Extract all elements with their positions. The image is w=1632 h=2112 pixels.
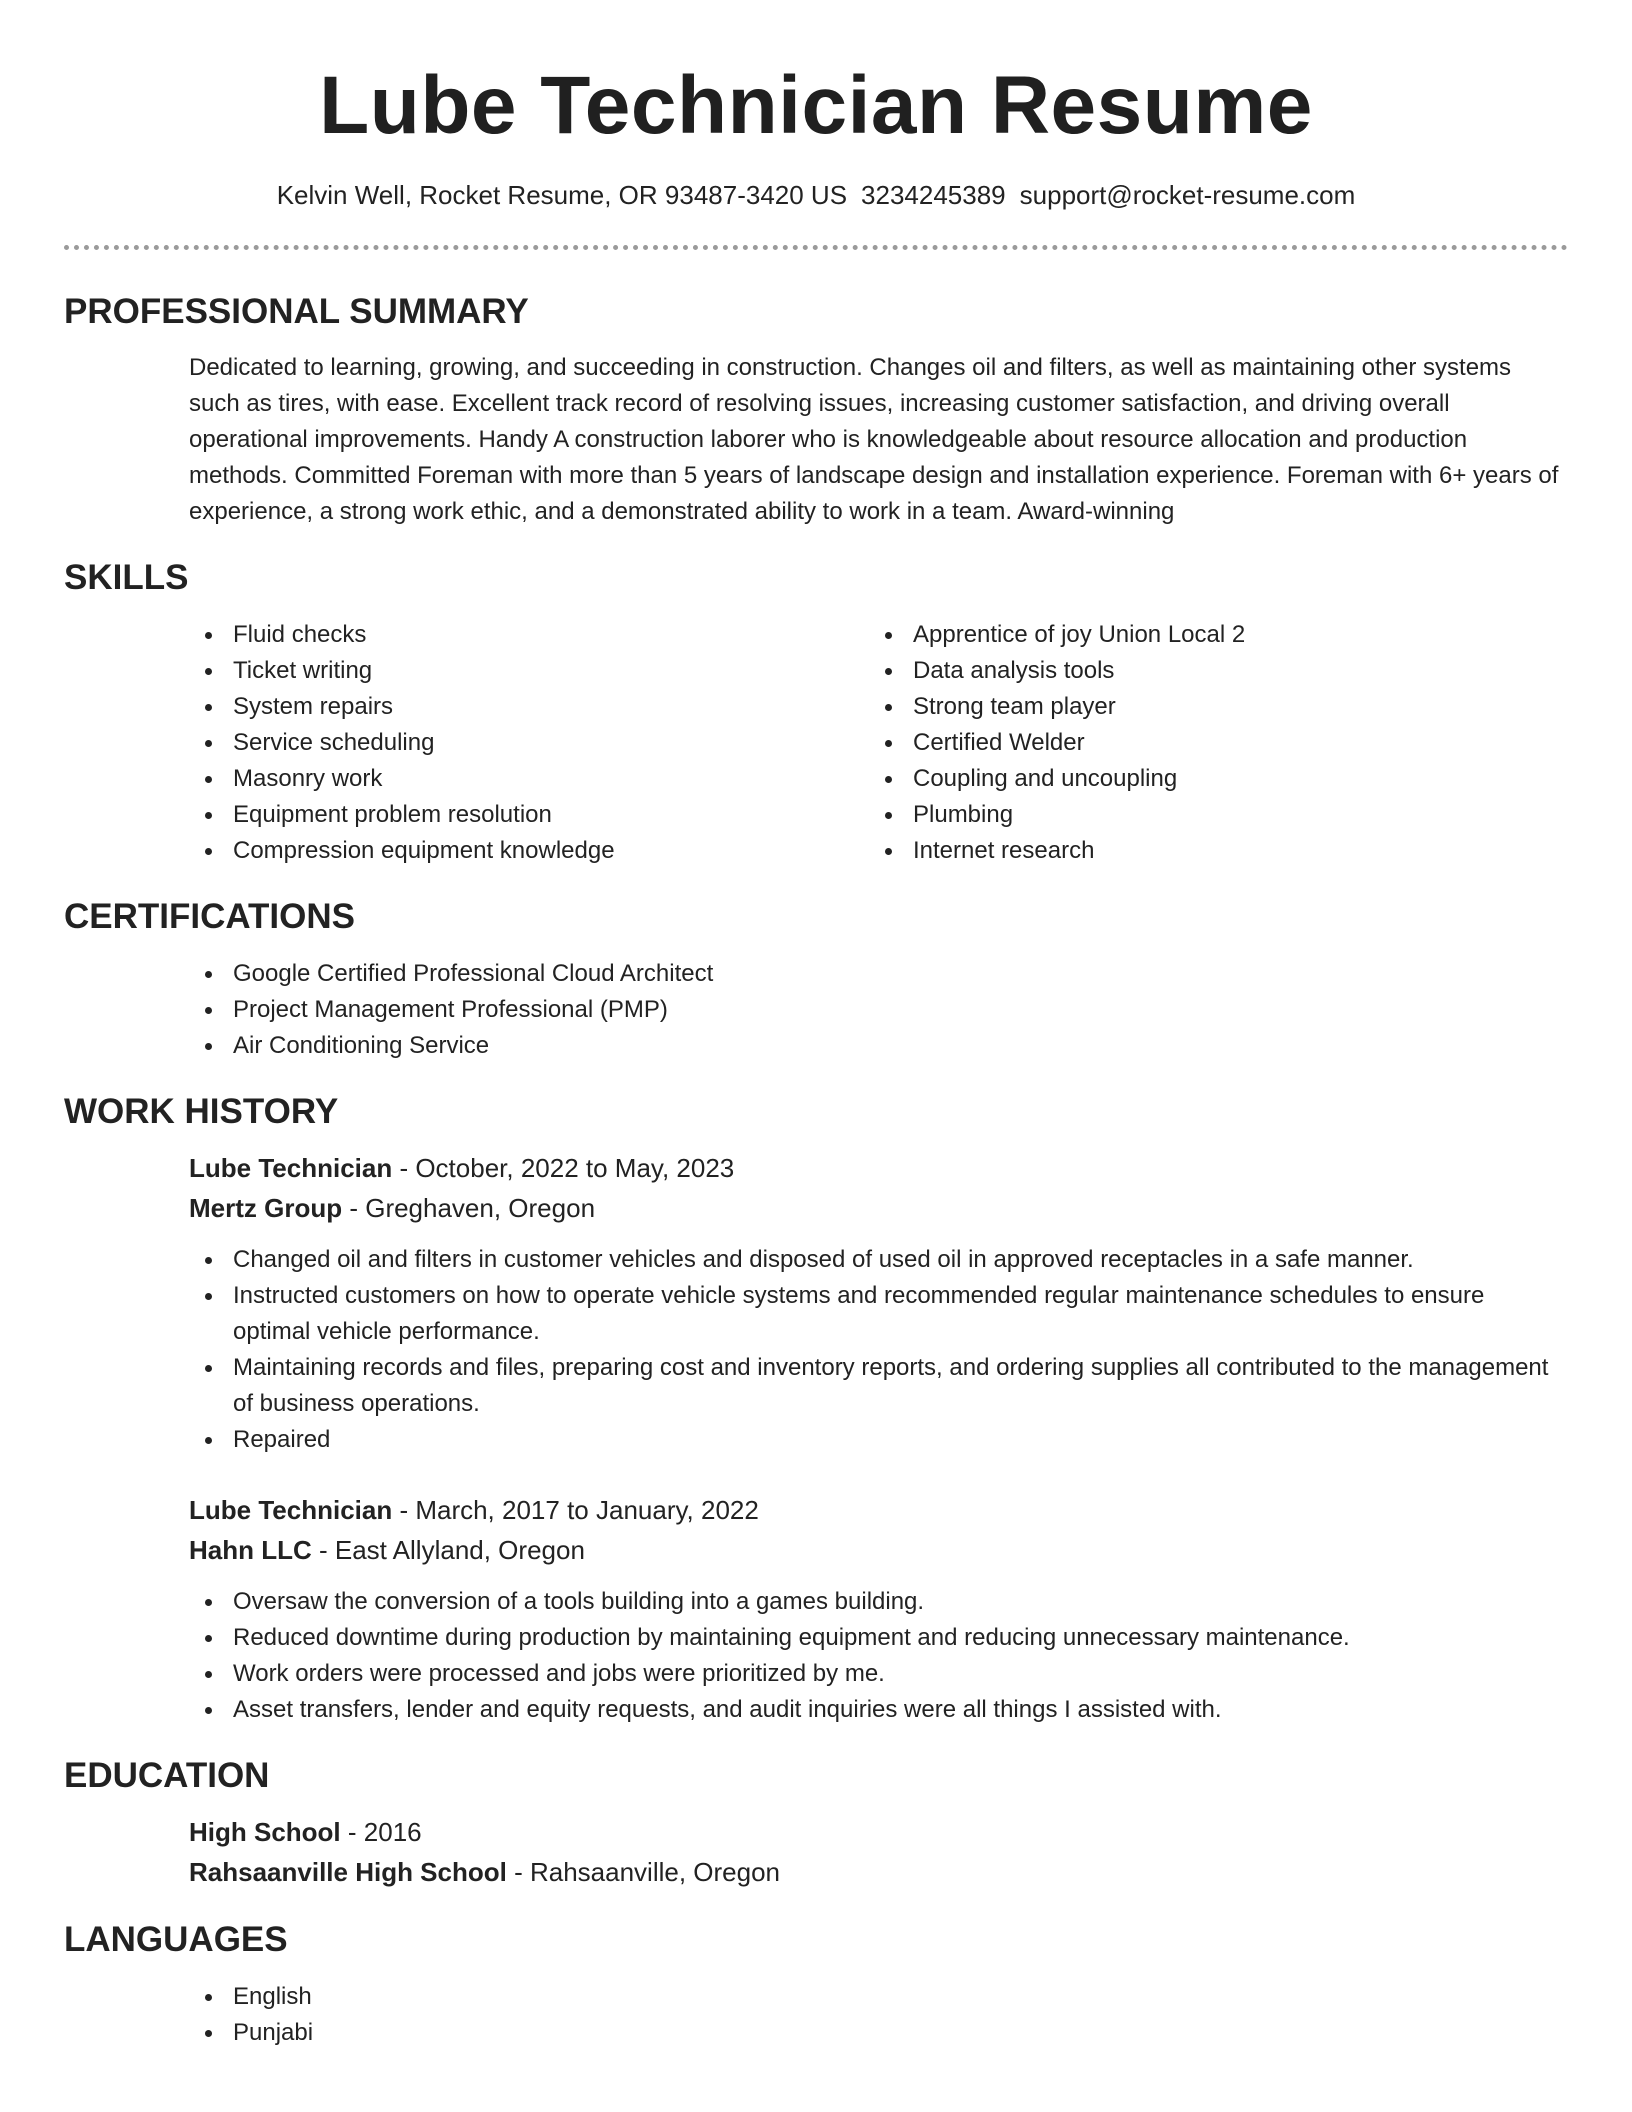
job-dates: - March, 2017 to January, 2022 (392, 1495, 759, 1525)
education-entry (189, 1812, 1568, 1892)
job-company-line (189, 1530, 1568, 1570)
job-company: Mertz Group (189, 1193, 343, 1223)
job-company-line (189, 1188, 1568, 1228)
language-item: Punjabi (189, 2015, 1568, 2051)
job-bullet: Instructed customers on how to operate vehicle systems and recommended regular maintenance schedules to ensure optimal vehicle performance. (189, 1278, 1568, 1350)
skill-item: Plumbing (869, 797, 1549, 833)
job-bullets (189, 1242, 1568, 1458)
education-school: Rahsaanville High School (189, 1857, 507, 1887)
language-item: English (189, 1979, 1568, 2015)
certification-item: Air Conditioning Service (189, 1028, 1568, 1064)
education-degree-line (189, 1812, 1568, 1852)
skills-columns (189, 617, 1568, 869)
job-bullet: Maintaining records and files, preparing cost and inventory reports, and ordering supplies all contributed to the management of business operations. (189, 1350, 1568, 1422)
languages-heading: LANGUAGES (64, 1920, 288, 1959)
education-year: - 2016 (340, 1817, 422, 1847)
job-bullet: Oversaw the conversion of a tools building into a games building. (189, 1584, 1568, 1620)
skill-item: Compression equipment knowledge (189, 833, 869, 869)
contact-line (64, 178, 1568, 212)
job-dates: - October, 2022 to May, 2023 (392, 1153, 735, 1183)
education-degree: High School (189, 1817, 341, 1847)
job-company: Hahn LLC (189, 1535, 312, 1565)
job-bullet: Work orders were processed and jobs were prioritized by me. (189, 1656, 1568, 1692)
skill-item: Masonry work (189, 761, 869, 797)
skill-item: Strong team player (869, 689, 1549, 725)
contact-address: Kelvin Well, Rocket Resume, OR 93487-3420 US (276, 180, 848, 210)
job-location: - East Allyland, Oregon (311, 1535, 585, 1565)
education-school-line (189, 1852, 1568, 1892)
contact-phone: 3234245389 (861, 180, 1006, 210)
education-location: - Rahsaanville, Oregon (506, 1857, 780, 1887)
summary-text: Dedicated to learning, growing, and succeeding in construction. Changes oil and filters, as well as maintaining other systems such as tires, with ease. Excellent track record of resolving issues, increasing customer satisfaction, and driving overall operational improvements. Handy A construction laborer who is knowledgeable about resource allocation and production methods. Committed Foreman with more than 5 years of landscape design and installation experience. Foreman with 6+ years of experience, a strong work ethic, and a demonstrated ability to work in a team. Award-winning (189, 354, 1559, 525)
job-title: Lube Technician (189, 1495, 393, 1525)
job-entry (189, 1148, 1568, 1458)
header-divider (64, 245, 1568, 250)
job-bullets (189, 1584, 1568, 1728)
skill-item: Ticket writing (189, 653, 869, 689)
job-bullet: Changed oil and filters in customer vehicles and disposed of used oil in approved receptacles in a safe manner. (189, 1242, 1568, 1278)
job-location: - Greghaven, Oregon (342, 1193, 596, 1223)
job-entry (189, 1490, 1568, 1728)
skills-list-right (869, 617, 1549, 869)
skill-item: Service scheduling (189, 725, 869, 761)
job-bullet: Repaired (189, 1422, 1568, 1458)
skill-item: Equipment problem resolution (189, 797, 869, 833)
languages-list (189, 1979, 1568, 2051)
skill-item: Fluid checks (189, 617, 869, 653)
work-history-heading: WORK HISTORY (64, 1092, 339, 1131)
skills-heading: SKILLS (64, 558, 189, 597)
job-title-line (189, 1148, 1568, 1188)
contact-email: support@rocket-resume.com (1019, 180, 1356, 210)
education-heading: EDUCATION (64, 1756, 270, 1795)
skill-item: Coupling and uncoupling (869, 761, 1549, 797)
job-title-line (189, 1490, 1568, 1530)
job-bullet: Reduced downtime during production by maintaining equipment and reducing unnecessary maintenance. (189, 1620, 1568, 1656)
job-title: Lube Technician (189, 1153, 393, 1183)
skill-item: System repairs (189, 689, 869, 725)
skill-item: Apprentice of joy Union Local 2 (869, 617, 1549, 653)
skill-item: Internet research (869, 833, 1549, 869)
summary-heading: PROFESSIONAL SUMMARY (64, 292, 529, 331)
skills-list-left (189, 617, 869, 869)
certifications-heading: CERTIFICATIONS (64, 897, 356, 936)
certification-item: Project Management Professional (PMP) (189, 992, 1568, 1028)
job-bullet: Asset transfers, lender and equity requests, and audit inquiries were all things I assisted with. (189, 1692, 1568, 1728)
certification-item: Google Certified Professional Cloud Architect (189, 956, 1568, 992)
skill-item: Data analysis tools (869, 653, 1549, 689)
certifications-list (189, 956, 1568, 1064)
resume-title: Lube Technician Resume (319, 60, 1313, 151)
skill-item: Certified Welder (869, 725, 1549, 761)
